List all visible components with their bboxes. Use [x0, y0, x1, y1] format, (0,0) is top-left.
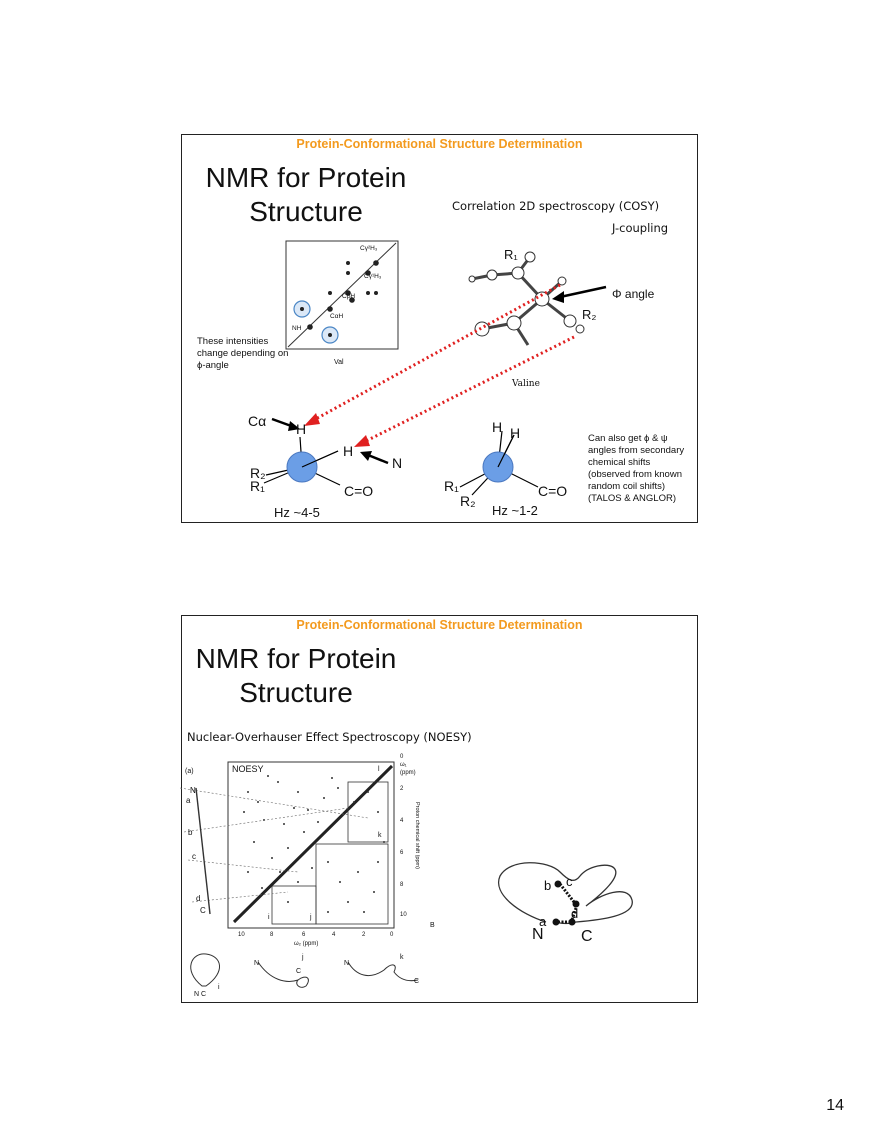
- noesy-side-axis: Proton chemical shift (ppm): [414, 802, 420, 869]
- newman1-n-arrow: [360, 451, 390, 467]
- sketch-j: j: [302, 954, 304, 961]
- intensity-note: These intensities change depending on ϕ-angle: [197, 336, 289, 371]
- newman1-ca: Cα: [248, 413, 267, 429]
- noesy-x-axis: ω₂ (ppm): [294, 941, 319, 947]
- cosy-label-cg1: Cγ¹H₃: [364, 273, 382, 280]
- slide-noesy: [181, 615, 698, 1003]
- newman1-hz: Hz ~4-5: [274, 505, 320, 520]
- box-label: k: [378, 832, 382, 839]
- page-number: 14: [826, 1097, 844, 1114]
- noesy-y-tick: 4: [400, 818, 404, 824]
- newman2-co: C=O: [538, 483, 568, 499]
- box-label: i: [268, 914, 270, 921]
- fold-c: C: [581, 928, 593, 945]
- fold-c-label: c: [566, 874, 573, 889]
- cosy-subtitle: Correlation 2D spectroscopy (COSY): [452, 199, 660, 213]
- fold-d: d: [571, 906, 579, 921]
- sketch-nc: N C: [194, 991, 207, 998]
- noesy-x-tick: 2: [362, 932, 366, 938]
- noesy-label: NOESY: [232, 764, 264, 774]
- slide-title: [186, 642, 406, 710]
- sketch-i: i: [218, 984, 220, 991]
- noesy-subtitle: Nuclear-Overhauser Effect Spectroscopy (NOESY): [187, 730, 472, 744]
- sketch-c2: C: [414, 978, 420, 985]
- newman2-h-a: H: [492, 419, 503, 435]
- newman1-co: C=O: [344, 483, 374, 499]
- sketch-n2: N: [344, 960, 350, 967]
- noesy-y-tick: 2: [400, 786, 404, 792]
- sketch-c1: C: [296, 968, 302, 975]
- fold-b: b: [544, 878, 552, 893]
- molecule-r2: R₂: [582, 307, 597, 322]
- cosy-label-val: Val: [334, 359, 344, 366]
- noesy-x-tick: 4: [332, 932, 336, 938]
- noesy-panel-b: B: [430, 922, 435, 929]
- noesy-x-tick: 6: [302, 932, 306, 938]
- chain-label: c: [192, 852, 196, 861]
- title-line-2: Structure: [249, 196, 363, 227]
- slide-header: Protein-Conformational Structure Determination: [296, 137, 583, 151]
- newman1-h-mid: H: [343, 443, 354, 459]
- newman2-r2: R₂: [460, 493, 476, 509]
- newman2-h-b: H: [510, 425, 521, 441]
- noesy-x-tick: 8: [270, 932, 274, 938]
- sketch-k: k: [400, 954, 404, 961]
- slide-cosy: [181, 134, 698, 523]
- box-label: j: [310, 914, 312, 921]
- chain-label: C: [200, 906, 206, 915]
- jcoupling-label: J-coupling: [612, 221, 669, 235]
- fold-n: N: [532, 926, 544, 943]
- slide-header: Protein-Conformational Structure Determination: [296, 618, 583, 632]
- folded-chain-svg: [490, 854, 640, 954]
- molecule-r1: R₁: [504, 247, 518, 262]
- fold-a: a: [539, 914, 547, 929]
- side-note: Can also get ϕ & ψ angles from secondary chemical shifts (observed from known random coil shifts)(TALOS & ANGLOR): [588, 433, 685, 504]
- newman1-r2: R₂: [250, 465, 266, 481]
- noesy-y-tick: 8: [400, 882, 404, 888]
- title-line-1: NMR for Protein: [205, 162, 407, 193]
- box-label: l: [378, 766, 380, 773]
- valine-label: Valine: [512, 379, 540, 389]
- chain-label: b: [188, 828, 193, 837]
- newman2-r1: R₁: [444, 478, 459, 494]
- chain-label: N: [190, 786, 196, 795]
- noesy-spectrum-svg: [228, 762, 398, 934]
- noesy-omega1: ω₁: [400, 762, 407, 768]
- newman1-r1: R₁: [250, 478, 265, 494]
- phi-angle-label: Φ angle: [612, 287, 655, 301]
- chain-label: a: [186, 796, 191, 805]
- noesy-x-tick: 10: [238, 932, 245, 938]
- chain-sketches-svg: [186, 950, 426, 1000]
- noesy-y-tick: 6: [400, 850, 404, 856]
- title-line-1: NMR for Protein: [195, 643, 397, 674]
- cosy-label-nh: NH: [292, 325, 302, 332]
- cosy-label-cg2: Cγ²H₃: [360, 245, 378, 252]
- chain-label: d: [196, 894, 201, 903]
- cosy-label-cb: CβH: [342, 293, 356, 300]
- newman1-h-top: H: [296, 421, 307, 437]
- noesy-y-tick: 10: [400, 912, 407, 918]
- noesy-ppm: (ppm): [400, 770, 416, 776]
- noesy-y-tick: 0: [400, 754, 404, 760]
- sketch-n1: N: [254, 960, 260, 967]
- newman2-hz: Hz ~1-2: [492, 503, 538, 518]
- newman1-n: N: [392, 455, 403, 471]
- noesy-panel-a: (a): [185, 768, 194, 775]
- cosy-label-ca: CαH: [330, 313, 344, 320]
- noesy-x-tick: 0: [390, 932, 394, 938]
- title-line-2: Structure: [239, 677, 353, 708]
